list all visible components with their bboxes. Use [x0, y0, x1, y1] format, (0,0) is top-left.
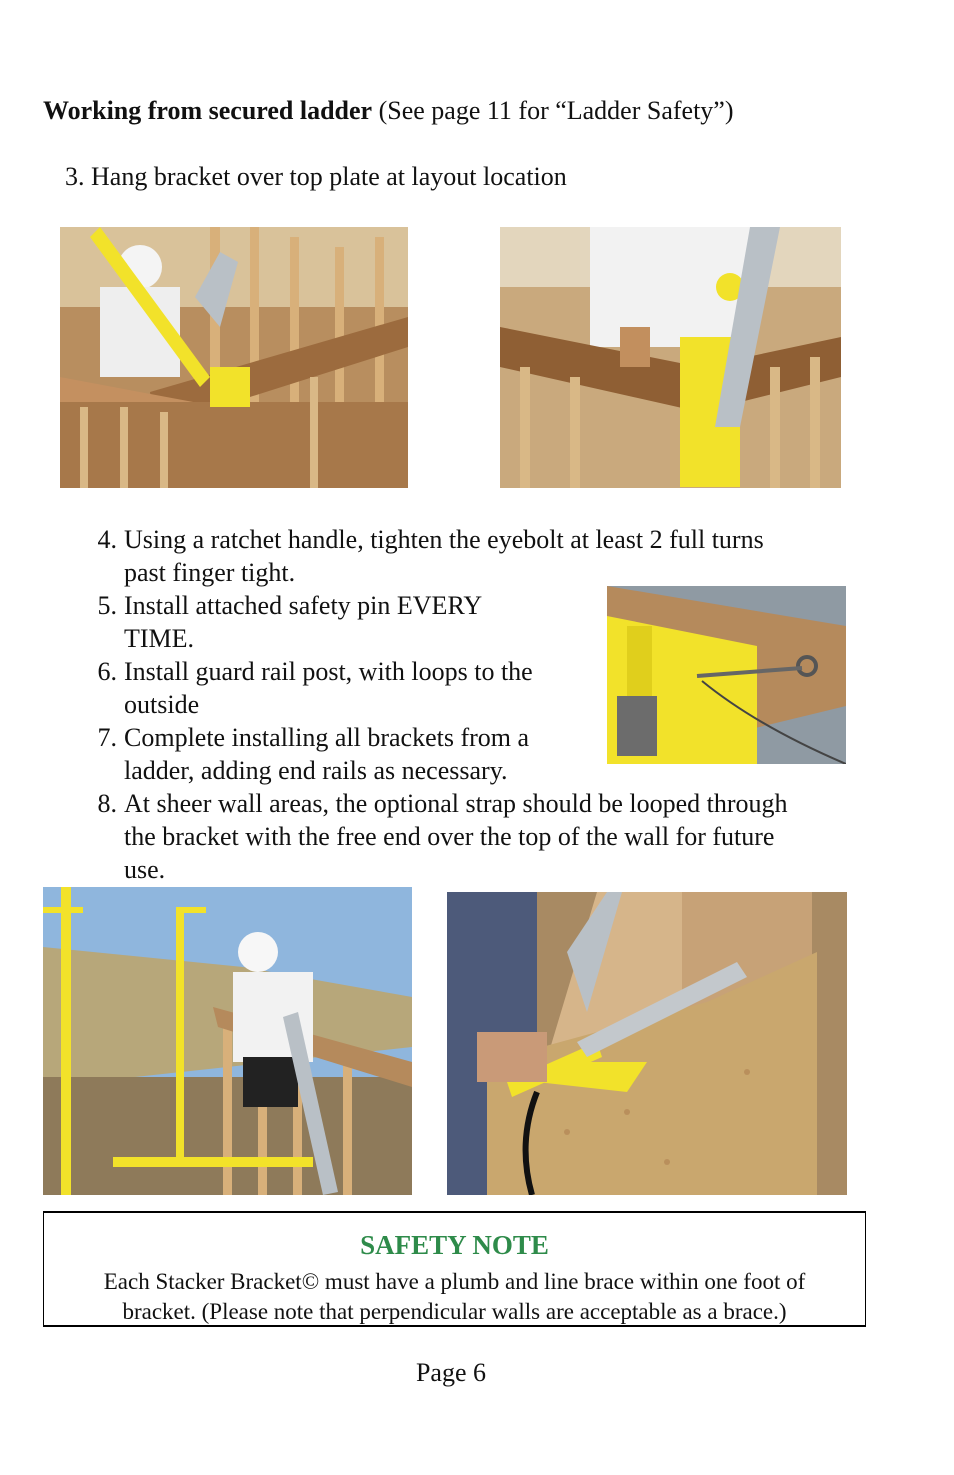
step-line: TIME. [124, 624, 195, 653]
step-line: Install attached safety pin EVERY [124, 591, 483, 620]
step-text [124, 721, 594, 787]
photo-eyebolt-closeup [607, 586, 846, 764]
safety-note-title: SAFETY NOTE [360, 1230, 549, 1260]
step-line: use. [124, 855, 166, 884]
step-number: 6. [97, 657, 117, 686]
photo-guard-rail-post [43, 887, 412, 1195]
safety-note-line: Each Stacker Bracket© must have a plumb and line brace within one foot of [103, 1269, 806, 1294]
step-number: 5. [97, 591, 117, 620]
safety-note-box [43, 1211, 866, 1327]
safety-note-body [44, 1267, 865, 1327]
step-line: Using a ratchet handle, tighten the eyebolt at least 2 full turns [124, 525, 764, 554]
step-3: 3. Hang bracket over top plate at layout location [65, 162, 567, 191]
step-line: Install guard rail post, with loops to the [124, 657, 533, 686]
photo-hang-bracket-right [500, 227, 841, 488]
step-number: 8. [97, 789, 117, 818]
step-number: 4. [97, 525, 117, 554]
page-number: Page 6 [415, 1358, 487, 1387]
section-heading-reference: (See page 11 for “Ladder Safety”) [372, 96, 734, 125]
step-line: outside [124, 690, 200, 719]
step-text [124, 787, 884, 886]
section-heading [43, 96, 734, 126]
step-line: Complete installing all brackets from a [124, 723, 530, 752]
photo-sheer-wall-strap [447, 892, 847, 1195]
step-number: 7. [97, 723, 117, 752]
step-line: ladder, adding end rails as necessary. [124, 756, 508, 785]
step-text [124, 589, 594, 655]
photo-hang-bracket-left [60, 227, 408, 488]
step-text [124, 655, 594, 721]
step-text [124, 523, 884, 589]
step-line: the bracket with the free end over the top of the wall for future [124, 822, 775, 851]
step-line: At sheer wall areas, the optional strap should be looped through [124, 789, 788, 818]
step-line: past finger tight. [124, 558, 296, 587]
section-heading-bold: Working from secured ladder [43, 96, 373, 125]
safety-note-line: bracket. (Please note that perpendicular walls are acceptable as a brace.) [122, 1299, 787, 1324]
